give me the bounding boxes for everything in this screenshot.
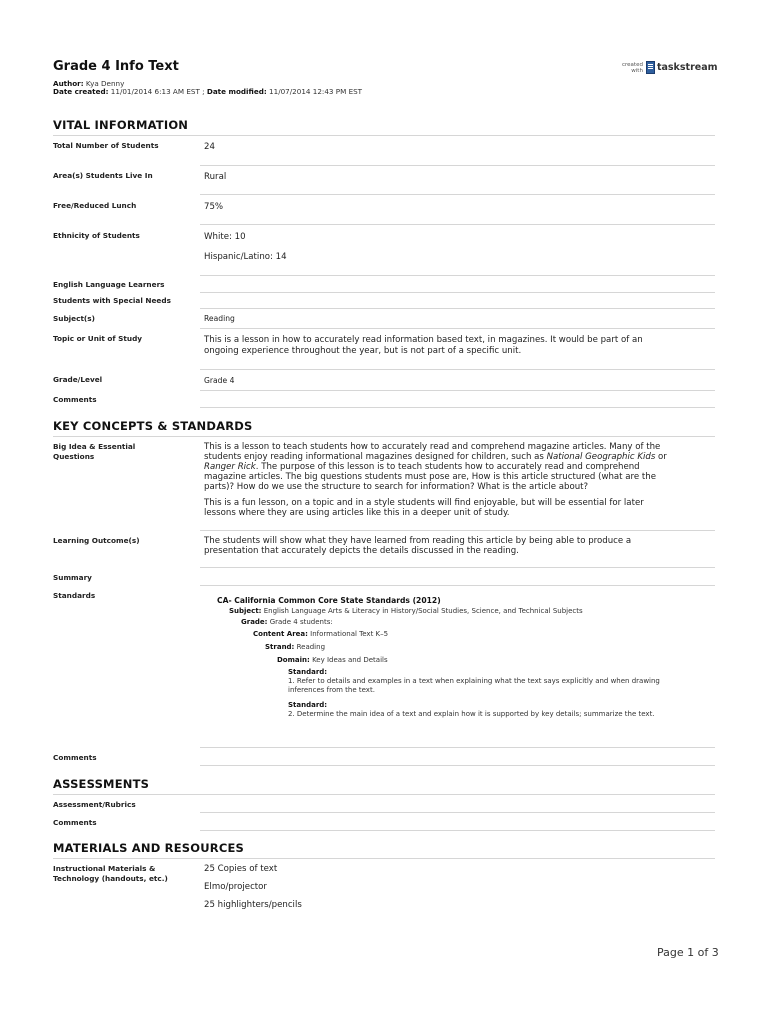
value-topic-line-2: ongoing experience throughout the year, but is not part of a specific unit. <box>204 346 522 356</box>
section-materials: MATERIALS AND RESOURCES <box>53 841 245 855</box>
material-item-1: 25 Copies of text <box>204 864 278 874</box>
material-item-2: Elmo/projector <box>204 882 267 892</box>
divider <box>200 747 715 748</box>
value-area: Rural <box>204 172 227 182</box>
taskstream-logo: created with taskstream <box>622 61 718 74</box>
label-learning-outcome: Learning Outcome(s) <box>53 536 140 545</box>
divider <box>200 194 715 195</box>
material-item-3: 25 highlighters/pencils <box>204 900 302 910</box>
taskstream-icon <box>646 61 655 74</box>
label-special-needs: Students with Special Needs <box>53 296 171 305</box>
value-ethnicity-white: White: 10 <box>204 232 246 242</box>
value-big-idea-p1: This is a lesson to teach students how to accurately read and comprehend magazine articles. Many of the students enjoy reading informational magazines designed for children, such as National Geographic Kids or Ranger Rick. The purpose of this lesson is to teach students how to accurately read and comprehend magazine articles. The big questions students must pose are, How is this article structured (what are the parts)? How do we use the structure to search for information? What is the article about? <box>204 442 667 492</box>
label-standards: Standards <box>53 591 96 600</box>
label-total-students: Total Number of Students <box>53 141 159 150</box>
standards-grade: Grade: Grade 4 students: <box>241 618 333 626</box>
dates-line: Date created: 11/01/2014 6:13 AM EST ; Date modified: 11/07/2014 12:43 PM EST <box>53 87 363 96</box>
label-assessment-rubrics: Assessment/Rubrics <box>53 800 136 809</box>
label-ell: English Language Learners <box>53 280 165 289</box>
standard-2: Standard: 2. Determine the main idea of a text and explain how it is supported by key details; summarize the text. <box>288 701 655 718</box>
divider <box>200 275 715 276</box>
author-line: Author: Kya Denny <box>53 79 125 88</box>
label-instructional-materials: Instructional Materials & Technology (handouts, etc.) <box>53 864 168 883</box>
value-big-idea-p2: This is a fun lesson, on a topic and in a style students will find enjoyable, but will be essential for later lessons where they are using articles like this in a deeper unit of study. <box>204 498 644 518</box>
divider <box>53 858 715 859</box>
divider <box>200 165 715 166</box>
standard-1: Standard: 1. Refer to details and examples in a text when explaining what the text says explicitly and when drawing inferences from the text. <box>288 668 660 694</box>
standards-title: CA- California Common Core State Standards (2012) <box>217 596 441 605</box>
value-lunch: 75% <box>204 202 224 212</box>
value-total-students: 24 <box>204 142 215 152</box>
standards-subject: Subject: English Language Arts & Literacy in History/Social Studies, Science, and Technical Subjects <box>229 607 583 615</box>
label-summary: Summary <box>53 573 92 582</box>
divider <box>53 794 715 795</box>
divider <box>200 369 715 370</box>
label-big-idea: Big Idea & Essential Questions <box>53 442 136 461</box>
divider <box>200 224 715 225</box>
section-key-concepts: KEY CONCEPTS & STANDARDS <box>53 419 253 433</box>
page-number: Page 1 of 3 <box>657 946 719 959</box>
standards-strand: Strand: Reading <box>265 643 326 651</box>
divider <box>200 292 715 293</box>
divider <box>200 308 715 309</box>
label-grade: Grade/Level <box>53 375 103 384</box>
label-ethnicity: Ethnicity of Students <box>53 231 140 240</box>
standards-domain: Domain: Key Ideas and Details <box>277 656 388 664</box>
value-topic-line-1: This is a lesson in how to accurately read information based text, in magazines. It would be part of an <box>204 335 643 345</box>
section-vital-information: VITAL INFORMATION <box>53 118 189 132</box>
value-ethnicity-hispanic: Hispanic/Latino: 14 <box>204 252 287 262</box>
divider <box>200 328 715 329</box>
divider <box>200 765 715 766</box>
label-key-comments: Comments <box>53 753 97 762</box>
label-topic: Topic or Unit of Study <box>53 334 143 343</box>
divider <box>200 407 715 408</box>
label-comments: Comments <box>53 395 97 404</box>
divider <box>53 436 715 437</box>
divider <box>53 135 715 136</box>
divider <box>200 567 715 568</box>
divider <box>200 585 715 586</box>
divider <box>200 530 715 531</box>
label-area: Area(s) Students Live In <box>53 171 153 180</box>
value-subject: Reading <box>204 314 235 323</box>
value-learning-outcome: The students will show what they have learned from reading this article by being able to produce a presentation that accurately depicts the details discussed in the reading. <box>204 536 632 556</box>
page-title: Grade 4 Info Text <box>53 59 179 74</box>
divider <box>200 390 715 391</box>
value-grade: Grade 4 <box>204 376 235 385</box>
standards-content-area: Content Area: Informational Text K–5 <box>253 630 389 638</box>
label-subject: Subject(s) <box>53 314 95 323</box>
divider <box>200 830 715 831</box>
label-assessment-comments: Comments <box>53 818 97 827</box>
divider <box>200 812 715 813</box>
label-lunch: Free/Reduced Lunch <box>53 201 137 210</box>
section-assessments: ASSESSMENTS <box>53 777 150 791</box>
